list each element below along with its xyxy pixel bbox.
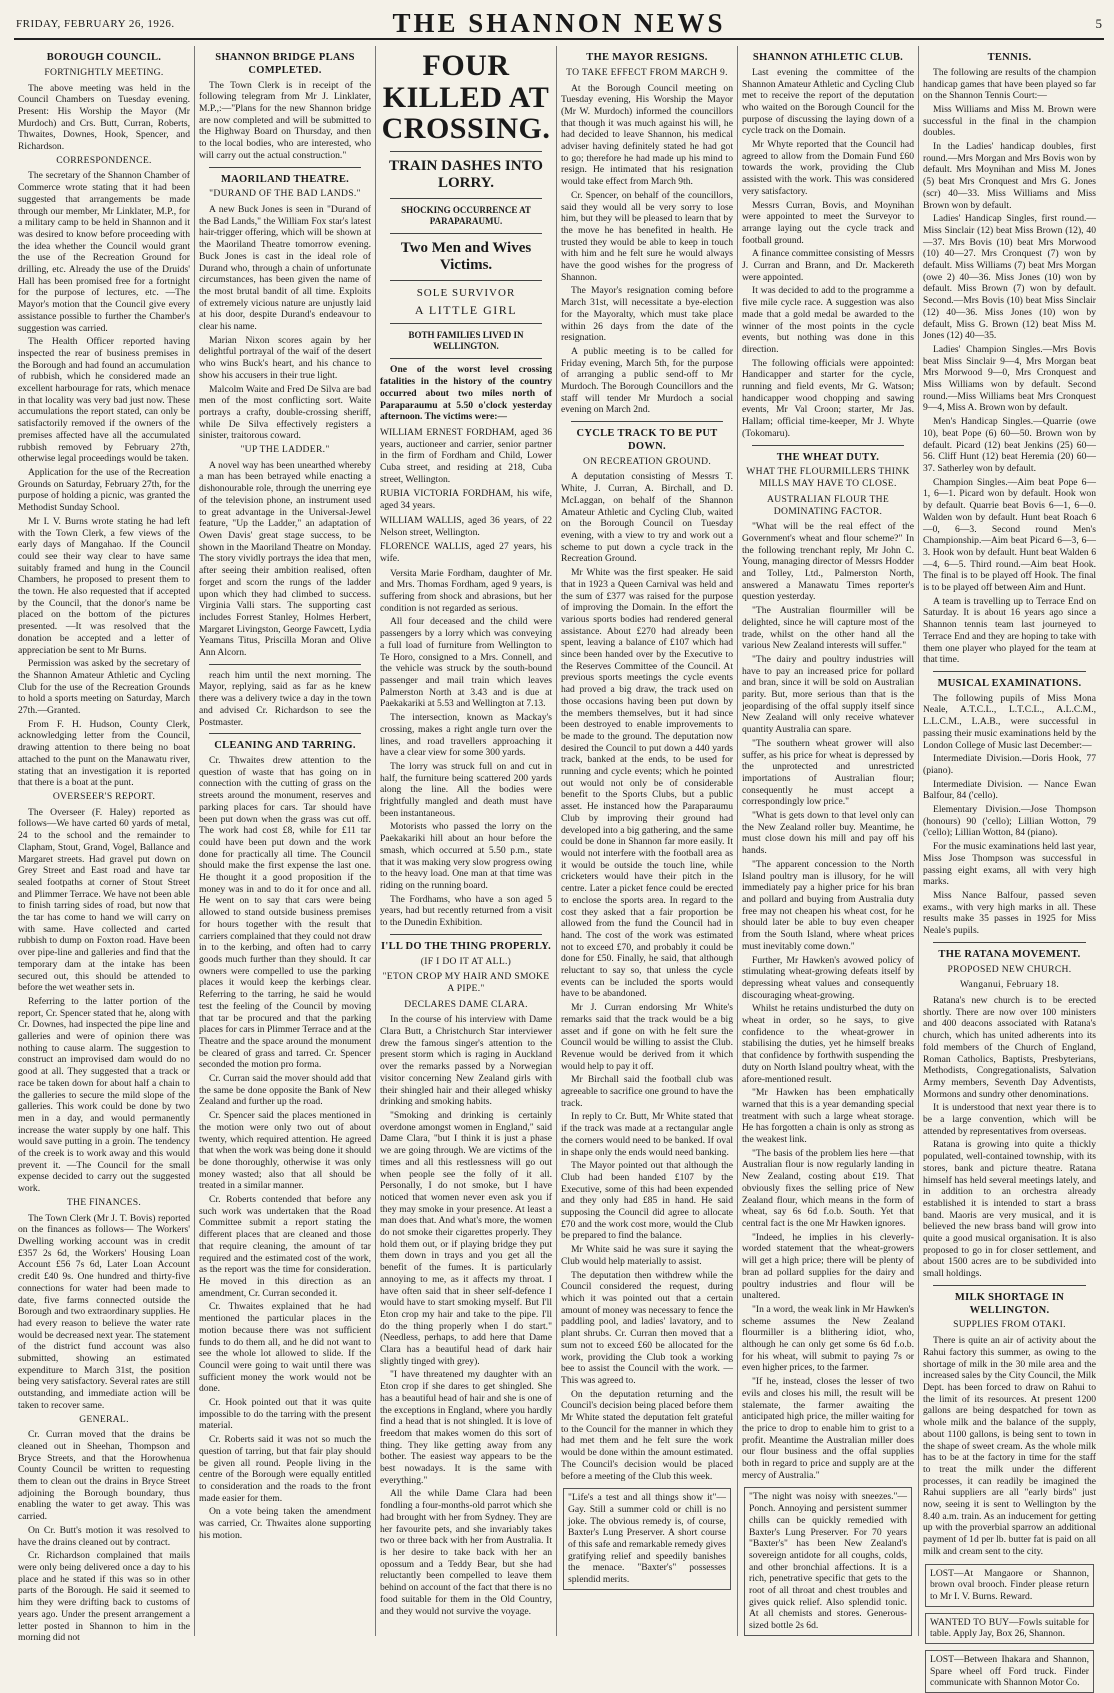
paragraph: Ladies' Champion Singles.—Mrs Bovis beat Miss Sinclair 9—4, Mrs Morgan beat Mrs Morwood 9—0, Mrs Cronquest and Miss Williams won by default. Second round.—Miss Williams beat Mrs Cronquest 9—4, Miss A. Brown won by default. [923,343,1096,414]
paragraph: "If he, instead, closes the lesser of two evils and closes his mill, the result will be stalemate, the farmer awaiting the anticipated high price, the miller waiting for the price to drop to enable him to grist to a profit. Meantime the Australian miller does our flour business and the offal supplies both in regard to price and supply are at the mercy of Australia." [742,1376,914,1481]
paragraph: The Town Clerk is in receipt of the following telegram from Mr J. Linklater, M.P.,:—"Plans for the new Shannon bridge are now completed and will be submitted to the Highway Board on Thursday, and then to the local bodies, who are interested, who will carry out the actual construction." [199,79,371,161]
paragraph: Versita Marie Fordham, daughter of Mr. and Mrs. Thomas Fordham, aged 9 years, is suffering from shock and abrasions, but her condition is not regarded as serious. [380,567,552,614]
article-heading: CLEANING AND TARRING. [214,740,356,752]
paragraph: A deputation consisting of Messrs T. White, J. Curran, A. Birchall, and D. McLaggan, on behalf of the Shannon Amateur Athletic and Cycling Club, waited on the Borough Council on Tuesday evening, with a view to try and work out a scheme to put down a cycle track in the Recreation Ground. [561,471,733,565]
paragraph: Malcolm Waite and Fred De Silva are bad men of the most conflicting sort. Waite portrays a crafty, double-crossing sheriff, while De Silva effectively registers a sinister, traitorous coward. [199,383,371,442]
article-subheading: (IF I DO IT AT ALL.) [420,955,512,967]
paragraph: Cr. Thwaites explained that he had mentioned the particular places in the motion because there was not sufficient funds to do them all, and he did not want to see the whole lot allowed to slide. If the Council were going to wait until there was sufficient money the work would not be done. [199,1301,371,1395]
paragraph: Intermediate Division.—Doris Hook, 77 (piano). [923,753,1096,776]
lead-headline: FOUR KILLED AT CROSSING. [381,49,551,145]
divider [390,280,542,281]
article-subheading: "UP THE LADDER." [240,444,330,456]
paragraph: Permission was asked by the secretary of the Shannon Amateur Athletic and Cycling Club for the use of the Recreation Grounds to hold a sports meeting on Saturday, March 27th.—Granted. [18,658,190,717]
victim-entry: WILLIAM WALLIS, aged 36 years, of 22 Nelson street, Wellington. [380,514,552,538]
paragraph: Ladies' Handicap Singles, first round.—Miss Sinclair (12) beat Miss Brown (12), 40—37. Mrs Bovis (10) beat Mrs Morwood (10) 40—27. Mrs Cronquest (7) won by default. Miss Williams (7) beat Mrs Morgan (owe 2) 40—36. Miss Jones (10) won by default. Miss Brown (7) won by default. Second.—Mrs Bovis (10) beat Miss Sinclair (12) 40—36. Miss Jones (10) won by default, Miss G. Brown (12) beat Miss M. Jones (12) 40—35. [923,213,1096,342]
paragraph: "What is gets down to that level only can the New Zealand roller buy. Meantime, he must close down his mill and pay off his hands. [742,810,914,857]
paragraph: The following pupils of Miss Mona Neale, A.T.C.L., L.T.C.L., A.L.C.M., L.L.C.M., L.A.B., were successful in passing their music examinations held by the London College of Music last December:— [923,692,1096,751]
paragraph: Application for the use of the Recreation Grounds on Saturday, February 27th, for the purpose of holding a picnic, was granted the Methodist Sunday School. [18,467,190,514]
paragraph: Ratana's new church is to be erected shortly. There are now over 100 ministers and 400 deacons associated with Ratana's church, which has united adherents into its fold members of the Church of England, Roman Catholics, Baptists, Presbyterians, Methodists, Congregationalists, Salvation Army members, Seventh Day Adventists, Mormons and sundry other denominations. [923,995,1096,1100]
paragraph: The deputation then withdrew while the Council considered the request, during which it was pointed out that a certain amount of money was necessary to fence the paddling pool, and ladies' lavatory, and to plant shrubs. Cr. Curran then moved that a sum not to exceed £60 be allocated for the work, providing the Club took a working bee to assist the Council with the work. —This was agreed to. [561,1269,733,1386]
paragraph: The lorry was struck full on and cut in half, the furniture being scattered 200 yards along the line. All the bodies were frightfully mangled and death must have been instantaneous. [380,760,552,819]
paragraph: Miss Williams and Miss M. Brown were successful in the final in the champion doubles. [923,103,1096,139]
paragraph: reach him until the next morning. The Mayor, replying, said as far as he knew there was a delivery twice a day in the town and advised Cr. Richardson to see the Postmaster. [199,669,371,728]
paragraph: The intersection, known as Mackay's crossing, makes a right angle turn over the lines, and road travellers approaching it have a clear view for some 300 yards. [380,712,552,759]
paragraph: The Mayor's resignation coming before March 31st, will necessitate a bye-election for the Mayoralty, which must take place within 26 days from the date of the resignation. [561,285,733,344]
section-heading: THE FINANCES. [66,1196,142,1208]
advertisement: "The night was noisy with sneezes."—Ponch. Annoying and persistent summer chills can be quickly remedied with Baxter's Lung Preserver. For 70 years "Baxter's" has been New Zealand's sovereign antidote for all coughs, colds, and other bronchial affections. It is a rich, penetrative specific that gets to the root of all throat and chest troubles and gives quick relief. Also splendid tonic. At all chemists and stores. Generous-sized bottle 2s 6d. [744,1487,912,1635]
classified-ad: WANTED TO BUY—Fowls suitable for table. Apply Jay, Box 26, Shannon. [925,1613,1094,1644]
article-subheading: AUSTRALIAN FLOUR THE DOMINATING FACTOR. [766,493,889,517]
paragraph: Cr. Roberts said it was not so much the question of tarring, but that fair play should be given all round. People living in the centre of the Borough were equally entitled to consideration and the roads to the front made easier for them. [199,1434,371,1504]
advertisement: "Life's a test and all things show it"—Gay. Still a summer cold or chill is no joke. The obvious remedy is, of course, Baxter's Lung Preserver. A short course of this safe and remarkable remedy gives gratifying relief and speedily banishes the menace. "Baxter's" possesses splendid merits. [563,1488,731,1590]
paragraph: In the course of his interview with Dame Clara Butt, a Christchurch Star interviewer drew the famous singer's attention to the present storm which is raging in Auckland over the remarks passed by a Norwegian visitor concerning New Zealand girls with their shingled hair and their alleged whisky drinking and smoking habits. [380,1014,552,1108]
paragraph: Last evening the committee of the Shannon Amateur Athletic and Cycling Club met to receive the report of the deputation who waited on the Borough Council for the purpose of discussing the laying down of a cycle track on the Domain. [742,66,914,137]
paragraph: Mr White said he was sure it saying the Club would help materially to assist. [561,1244,733,1267]
article-heading: SHANNON ATHLETIC CLUB. [752,52,904,63]
divider [209,733,361,734]
divider [933,671,1086,672]
paragraph: "The dairy and poultry industries will have to pay an increased price for pollard and bran, since it will be sold on Australian parity. But, more serious than that is the jeopardising of the offal supply itself since New Zealand will only receive whatever quantity Australia can spare. [742,653,914,736]
article-heading: MILK SHORTAGE IN WELLINGTON. [954,1291,1065,1316]
paragraph: "The basis of the problem lies here —that Australian flour is now regularly landing in New Zealand, costing about £19. That obviously fixes the selling price of New Zealand flour, which means in the form of wheat, say 6s 6d f.o.b. South. Yet that central fact is the one Mr Hawken ignores. [742,1147,914,1229]
divider [390,198,542,199]
article-heading: SHANNON BRIDGE PLANS COMPLETED. [215,52,355,76]
paragraph: Whilst he retains undisturbed the duty on wheat in order, so he says, to give confidence to the wheat-grower in stabilising the duties, yet he himself breaks that confidence by forthwith suspending the duty on North Island poultry wheat, with the afore-mentioned result. [742,1003,914,1085]
dateline: Wanganui, February 18. [959,979,1060,991]
paragraph: It was decided to add to the programme a five mile cycle race. A suggestion was also made that a gold medal be awarded to the winner of the most points in the cycle events, but nothing was done in this direction. [742,285,914,355]
paragraph: Cr. Roberts contended that before any such work was undertaken that the Road Committee submit a report stating the different places that are cleaned and those that require cleaning, the amount of tar required and the estimated cost of the work, as the report was the time for consideration. He moved in this direction as an amendment, Cr. Curran seconded it. [199,1194,371,1299]
paragraph: The Town Clerk (Mr J. T. Bovis) reported on the finances as follows— The Workers' Dwelling working account was in credit £357 2s 6d, the Workers' Housing Loan Account £56 7s 6d, Later Loan Account credit £40 9s. One hundred and thirty-five connections for water had been made to date, five farms connected outside the Borough and two extraordinary supplies. He had every reason to believe the water rate would be decreased next year. The statement of the district fund account was also submitted, showing an estimated expenditure to March 31st, the position being very satisfactory. Several rates are still outstanding, and immediate action will be taken to recover same. [18,1212,190,1411]
article-heading: THE WHEAT DUTY. [776,451,880,463]
paragraph: Cr. Spencer said the places mentioned in the motion were only two out of about twenty, which required attention. He agreed that when the work was being done it should be done thoroughly, otherwise it was only money wasted; also that all should be treated in a similar manner. [199,1110,371,1192]
paragraph: The Fordhams, who have a son aged 5 years, had but recently returned from a visit to the Dunedin Exhibition. [380,893,552,929]
victim-entry: FLORENCE WALLIS, aged 27 years, his wife. [380,541,552,564]
paragraph: On a vote being taken the amendment was carried, Cr. Thwaites alone supporting his motion. [199,1506,371,1541]
article-heading: MAORILAND THEATRE. [220,173,350,185]
issue-date: FRIDAY, FEBRUARY 26, 1926. [16,18,175,30]
paragraph: Intermediate Division. — Nance Ewan Balfour, 84 ('cello). [923,778,1096,802]
paragraph: "The apparent concession to the North Island poultry man is illusory, for he will immediately pay a higher price for his bran and pollard and buying from Australia duty free may not cheapen his wheat cost, for he should later be able to buy even cheaper from the South Island, where wheat prices must inevitably come down." [742,858,914,952]
paragraph: Further, Mr Hawken's avowed policy of stimulating wheat-growing defeats itself by depressing wheat values and consequently discouraging wheat-growing. [742,954,914,1001]
classified-ad: LOST—At Mangaore or Shannon, brown oval brooch. Finder please return to Mr I. V. Burns. Reward. [925,1564,1094,1607]
paragraph: The secretary of the Shannon Chamber of Commerce wrote stating that it had been suggested that arrangements be made through our member, Mr Linklater, M.P., for a military camp to be held in Shannon and it was desired to know before proceeding with the idea whether the Council would grant the use of the Recreation Ground for drilling, etc. Already the use of the Druids' Hall has been promised free for a fortnight for the purpose of lectures, etc. —The Mayor's motion that the Council give every assistance possible to further the Chamber's suggestion was carried. [18,170,190,334]
article-heading: BOROUGH COUNCIL. [46,52,162,63]
article-subheading: WHAT THE FLOURMILLERS THINK MILLS MAY HAVE TO CLOSE. [746,466,910,490]
paragraph: All four deceased and the child were passengers by a lorry which was conveying a full load of furniture from Wellington to Te Horo, consigned to a Mrs. Connell, and the vehicle was struck by the south-bound passenger and mail train which leaves Palmerston North at 3.43 and is due at Paekakariki at 5.53 and Wellington at 7.13. [380,616,552,710]
paragraph: Cr. Curran moved that the drains be cleaned out in Sheehan, Thompson and Bryce Streets, and that the Horowhenua County Council be written to requesting them to clean out the drains in Bryce Street adjoining the Borough boundary, thus enabling the water to get away. This was carried. [18,1429,190,1523]
paragraph: From F. H. Hudson, County Clerk, acknowledging letter from the Council, drawing attention to there being no boat attached to the punt on the Manawatu river, stating that an investigation it is reported that there is a boat at the punt. [18,718,190,789]
lead-deck-victims: Two Men and Wives Victims. [400,239,532,274]
paragraph: Mr Whyte reported that the Council had agreed to allow from the Domain Fund £60 towards the work, providing the Club assisted with the work. This was considered very satisfactory. [742,139,914,197]
paragraph: "Mr Hawken has been emphatically warned that this is a year demanding special treatment with such a large wheat storage. He has forgotten a chain is only as strong as the weakest link. [742,1087,914,1146]
divider [209,664,361,665]
lead-deck-survivor: SOLE SURVIVOR [416,287,516,300]
divider [390,934,542,935]
newspaper-title: THE SHANNON NEWS [392,8,726,38]
victim-entry: WILLIAM ERNEST FORDHAM, aged 36 years, auctioneer and carrier, senior partner in the firm of Fordham and Child, Lower Cuba street, and residing at 218, Cuba street, Wellington. [380,426,552,485]
divider [390,323,542,324]
article-subheading: "DURAND OF THE BAD LANDS." [209,188,361,200]
section-heading: CORRESPONDENCE. [56,154,152,166]
paragraph: The following officials were appointed: Handicapper and starter for the cycle, running and field events, Mr G. Watson; handicapper wood chopping and sawing events, Mr Val Croon; starter, Mr Jas. Hallam; official time-keeper, Mr J. Whyte (Tokomaru). [742,357,914,439]
article-subheading: DECLARES DAME CLARA. [404,998,528,1010]
paragraph: There is quite an air of activity about the Rahui factory this summer, as owing to the shortage of milk in the 30 mile area and the increased sales by the City Council, the Milk Dept. has been forced to draw on Rahui to the limit of its resources. At present 1200 gallons are being despatched for town as whole milk and the balance of the supply, about 1100 gallons, is being sent to town in the shape of sweet cream. As the whole milk has to be at the factory in time for the staff to treat the milk under the different processes, it can readily be imagined the Rahui suppliers are all "early birds" just now, seeing it is sent to Wellington by the 8.40 a.m. train. As an inducement for getting up with the proverbial sparrow an additional payment of 1d per lb. butter fat is paid on all milk and cream sent to the city. [923,1335,1096,1557]
paragraph: Cr. Richardson complained that mails were only being delivered once a day to his place and he stated if this was so in other parts of the Borough. He said it seemed to him they were drifting back to customs of years ago. Under the present arrangement a letter posted in Shannon to him in the morning did not [18,1550,190,1644]
paragraph: Referring to the latter portion of the report, Cr. Spencer stated that he, along with Cr. Downes, had inspected the pipe line and galleries and were of opinion there was nothing to cause alarm. The suggestion to construct an improvised dam would do no good at all. They suggested that a track or race be taken down for about half a chain to the galleries to secure the mild slope of the galleries. This work could be done by two men in a day, and would permanently increase the water supply by one half. This would save putting in a groin. The tendency of the creek is to work away and this would prevent it. —The Council for the small expense decided to carry out the suggested work. [18,995,190,1195]
paragraph: Mr I. V. Burns wrote stating he had left with the Town Clerk, a few views of the early days of Mangahao. If the Council could see their way clear to have same suitably framed and hung in the Council Chambers, he proposed to present them to the town. He also requested that if accepted by the Council, that the donor's name be placed on the bottom of the pictures presented. —It was resolved that the donation be accepted and a letter of appreciation be sent to Mr Burns. [18,515,190,656]
divider [752,445,904,446]
article-heading: TENNIS. [987,52,1032,63]
article-heading: I'LL DO THE THING PROPERLY. [380,940,552,952]
paragraph: A novel way has been unearthed whereby a man has been betrayed while enacting a dishonourable role, through the unerring eye of the television phone, an instrument used to great advantage in the Universal-Jewel feature, "Up the Ladder," an adaptation of Owen Davis' great stage success, to be shown in the Maoriland Theatre on Monday. The story vividly portrays the idea that men, after seeing their ambition realised, often forget and scorn the rungs of the ladder upon which they had climbed to success. Virginia Valli stars. The supporting cast includes Forrest Stanley, Holmes Herbert, Margaret Livingston, George Fawcett, Lydia Yeamans Titus, Priscilla Moran and Olive Ann Alcorn. [199,459,371,659]
article-heading: MUSICAL EXAMINATIONS. [937,677,1082,689]
paragraph: A team is travelling up to Terrace End on Saturday. It is about 16 years ago since a Shannon tennis team last journeyed to Terrace End and they are hoping to take with them one player who played for the team at that time. [923,595,1096,666]
paragraph: Mr J. Curran endorsing Mr White's remarks said that the track would be a big asset and if gone on with he felt sure the Council would be willing to assist the Club. Revenue would be derived from it which would help to pay it off. [561,1002,733,1072]
divider [933,942,1086,943]
paragraph: A public meeting is to be called for Friday evening, March 5th, for the purpose of arranging a public send-off to Mr Murdoch. The Borough Councillors and the staff will tender Mr Murdoch a social evening on March 2nd. [561,345,733,416]
paragraph: On the deputation returning and the Council's decision being placed before them Mr White stated the deputation felt grateful to the Council for the manner in which they had met them and he felt sure the work would be done within the amount estimated. The Council's decision would be placed before a meeting of the Club this week. [561,1388,733,1482]
paragraph: In the Ladies' handicap doubles, first round.—Mrs Morgan and Mrs Bovis won by default. Mrs Moynihan and Miss M. Jones (5) beat Mrs Cronquest and Mrs G. Jones (scr) 40—33. Miss Williams and Miss Brown won by default. [923,141,1096,211]
paragraph: In reply to Cr. Butt, Mr White stated that if the track was made at a rectangular angle the corners would need to be banked. If oval in shape only the ends would need banking. [561,1111,733,1158]
paragraph: Elementary Division.—Jose Thompson (honours) 90 ('cello); Lillian Wotton, 79 ('cello); Lillian Wotton, 84 (piano). [923,804,1096,839]
paragraph: At the Borough Council meeting on Tuesday evening, His Worship the Mayor (Mr W. Murdoch) informed the councillors that though it was much against his will, he had decided to leave Shannon, his medical adviser having definitely stated he had got to go; therefore he had made up his mind to resign. He intimated that his resignation would take effect from March 9th. [561,82,733,188]
paragraph: "Smoking and drinking is certainly overdone amongst women in England," said Dame Clara, "but I think it is just a phase we are going through. We are victims of the times and all this restlessness will go out when people see the folly of it all. Personally, I do not smoke, but I have noticed that women never even ask you if they may smoke in your presence. At least a man does that. And what's more, the women do not smoke their cigarettes properly. They hold them out, or if playing bridge they put them down in trays and you get all the benefit of the fumes. It is particularly annoying to me, as it affects my throat. I have often said that in sheer self-defence I would have to start smoking myself. But I'll Eton crop my hair and take to the pipe. I'll do the thing properly when I do start." (Needless, perhaps, to add here that Dame Clara has a beautiful head of dark hair slightly tinged with grey). [380,1109,552,1367]
column-2 [195,46,376,1636]
paragraph: "The Australian flourmiller will be delighted, since he will capture most of the trade, whilst on the other hand all the various New Zealand interests will suffer." [742,605,914,652]
paragraph: Mr White was the first speaker. He said that in 1923 a Queen Carnival was held and the sum of £377 was raised for the purpose of improving the Domain. In the effort the various sports bodies had rendered general assistance. About £270 had already been spent, leaving a balance of £107 which had since been handed over by the Executive to the Reserves Committee of the Council. At previous sports meetings the cycle events had proved a big draw, the track used on those occasions having been put down by the members themselves, but it had since been destroyed to enable improvements to be made to the ground. The deputation now desired the Council to put down a 440 yards track, banked at the ends, to be used for running and cycle events; which he pointed out would not only be of considerable benefit to the Sports Clubs, but a public asset. He instanced how the Paraparaumu Club by improving their ground had developed into a big gathering, and the same could be done in Shannon far more easily. It would not interfere with the football area as it would be outside the touch line, while cricketers would have their pitch in the centre. Later a picket fence could be erected to enclose the sports area. In regard to the cost they asked that a fair proportion be allowed from the fund the Council had in hand. The cost of the work was estimated not to exceed £70, and probably it could be done for £50. Finally, he said, that although reluctant to say so, that unless the cycle events can be included the sports would have to be abandoned. [561,567,733,1000]
paragraph: "In a word, the weak link in Mr Hawken's scheme assumes the New Zealand flourmiller is a blithering idiot, who, although he can only get some 6s 6d f.o.b. for his wheat, will submit to paying 7s or even higher prices, to the farmer. [742,1303,914,1374]
article-subheading: "ETON CROP MY HAIR AND SMOKE A PIPE." [382,971,550,994]
divider [933,1285,1086,1286]
section-heading: OVERSEER'S REPORT. [52,790,156,802]
lead-deck-families: BOTH FAMILIES LIVED IN WELLINGTON. [408,330,524,352]
paragraph: It is understood that next year there is to be a large convention, which will be attended by representatives from overseas. [923,1102,1096,1137]
paragraph: The Health Officer reported having inspected the rear of business premises in the Borough and had found an accumulation of rubbish, which he considered made an excellent harbourage for rats, which menace in that locality was very bad just now. These accumulations the report stated, can only be satisfactorily removed if the owners of the premises affected have all the accumulated rubbish removed by February 27th, otherwise legal proceedings would be taken. [18,336,190,465]
lead-deck-girl: A LITTLE GIRL [414,302,518,317]
paragraph: Cr. Thwaites drew attention to the question of waste that has going on in connection with the cutting of grass on the streets around the monument, reserves and parking places for cars. Tar should have been put down when the grass was cut off. The work had cost £8, while for £11 tar could have been put down and the work done for practically all time. The Council should make the first expense the last one. He thought it a good proposition if the money was in and to do it for once and all. He went on to say that cars were being allowed to stand outside business premises for hours together with the result that carriers complained that they could not draw in to the kerbing, and often had to carry goods much further than they should. It car owners were compelled to use the parking places it would keep the kerbings clear. Referring to the tarring, he said he would test the feeling of the Council by moving that tar be procured and that the parking places for cars in Plimmer Terrace and at the Theatre and the space around the monument be cleared of grass and tarred. Cr. Spencer seconded the motion pro forma. [199,755,371,1071]
paragraph: Messrs Curran, Bovis, and Moynihan were appointed to meet the Surveyor to arrange laying out the cycle track and football ground. [742,199,914,246]
divider [390,151,542,152]
paragraph: Marian Nixon scores again by her delightful portrayal of the waif of the desert who wins Buck's heart, and his chance to show his accusers in their true light. [199,334,371,381]
paragraph: A finance committee consisting of Messrs J. Curran and Brann, and Dr. Mackereth were appointed. [742,248,914,283]
paragraph: Men's Handicap Singles.—Quarrie (owe 10), beat Pope (6) 60—50. Brown won by default. Picard (12) beat Jenkins (25) 60—56. Cliff Hunt (12) beat Heremia (20) 60—37. Satherley won by default. [923,416,1096,474]
lead-paragraph: One of the worst level crossing fatalities in the history of the country occurred about two miles north of Paraparaumu at 5.50 o'clock yesterday afternoon. The victims were:— [380,364,552,423]
victim-entry: RUBIA VICTORIA FORDHAM, his wife, aged 34 years. [380,488,552,512]
article-subheading: ON RECREATION GROUND. [582,455,712,467]
paragraph: Champion Singles.—Aim beat Pope 6—1, 6—1. Picard won by default. Hook won by default. Quarrie beat Bovis 6—1, 6—0. Walden won by default. Hunt beat Roach 6—0, 6—3. Second round Men's Championship.—Aim beat Picard 6—3, 6—3. Hook won by default. Hunt beat Walden 6—4, 6—5. Third round.—Aim beat Hook. The final is to be played off Hook. The final is to be played off between Aim and Hunt. [923,476,1096,594]
divider [390,358,542,359]
paragraph: The Overseer (F. Haley) reported as follows—We have carted 60 yards of metal, 24 to the school and the remainder to Clapham, Stout, Grand, Vogel, Ballance and Margaret streets. Had gravel put down on Grey Street and East road and have tar sealed footpaths at corner of Stout Street and Plimmer Terrace. We have not been able to finish tarring sides of road, but now that the tar has come to hand we will carry on with same. Have collected and carted rubbish to dump on Foxton road. Have been over pipe-line and galleries and find that the temporary dam at the intake has been secured out, this should be attended to before the wet weather sets in. [18,806,190,994]
divider [209,167,361,168]
paragraph: Ratana is growing into quite a thickly populated, well-contained township, with its stores, bank and picture theatre. Ratana himself has held several meetings lately, and in addition to an orchestra already established it is intended to start a brass band. Maoris are very musical, and it is believed the new brass band will grow into quite a good musical organisation. It is also proposed to go in for closer settlement, and about 1500 acres are to be subdivided into small holdings. [923,1139,1096,1280]
paragraph: "Indeed, he implies in his cleverly-worded statement that the wheat-growers will get a high price; there will be plenty of bran ad pollard supplies for the dairy and poultry industries and flour will be unaltered. [742,1231,914,1302]
paragraph: Cr. Hook pointed out that it was quite impossible to do the tarring with the present material. [199,1397,371,1432]
paragraph: Cr. Curran said the mover should add that the same be done opposite the Bank of New Zealand and further up the road. [199,1073,371,1108]
paragraph: The Mayor pointed out that although the Club had been handed £107 by the Executive, some of this had been expended and they only had £85 in hand. He said supposing the Council did agree to allocate £70 and the work cost more, would the Club be prepared to find the balance. [561,1160,733,1242]
paragraph: The following are results of the champion handicap games that have been played so far on the Shannon Tennis Court:— [923,66,1096,102]
article-heading: CYCLE TRACK TO BE PUT DOWN. [576,428,718,452]
article-subheading: SUPPLIES FROM OTAKI. [953,1319,1066,1331]
masthead [14,8,1104,40]
paragraph: Motorists who passed the lorry on the Paekakariki hill about an hour before the smash, which occurred at 5.50 p.m., state that it was making very slow progress owing to the heavy load. One man at that time was riding on the running board. [380,821,552,891]
article-heading: THE MAYOR RESIGNS. [586,52,708,63]
columns [14,46,1104,1689]
column-1 [14,46,195,1644]
article-subheading: TO TAKE EFFECT FROM MARCH 9. [566,66,728,78]
paragraph: "What will be the real effect of the Government's wheat and flour scheme?" In the following trenchant reply, Mr John C. Young, managing director of Messrs Hodder and Tolley, Ltd., Palmerston North, answered a Manawatu Times reporter's question yesterday. [742,521,914,603]
paragraph: All the while Dame Clara had been fondling a four-months-old parrot which she had brought with her from Sydney. They are her favourite pets, and she invariably takes two or three back with her from Australia. It is her desire to take back with her an opossum and a Teddy Bear, but she had reluctantly been compelled to leave them behind on account of the fact that there is no food suitable for them in the Old Country, and they would not survive the voyage. [380,1488,552,1617]
paragraph: Miss Nance Balfour, passed seven exams., with very high marks in all. These results make 35 passes in 1925 for Miss Neale's pupils. [923,890,1096,937]
paragraph: The above meeting was held in the Council Chambers on Tuesday evening. Present: His Worship the Mayor (Mr Murdoch) and Crs. Butt, Curran, Roberts, Thwaites, Downes, Hook, Spencer, and Richardson. [18,82,190,153]
divider [390,233,542,234]
column-4 [557,46,738,1636]
paragraph: A new Buck Jones is seen in "Durand of the Bad Lands," the William Fox star's latest hair-trigger offering, which will be shown at the Maoriland Theatre tomorrow evening. Buck Jones is cast in the ideal role of Durand who, through a chain of unfortunate circumstances, has been given the name of the most brutal bandit of all time. Exploits of extremely vicious nature are unjustly laid at his door, despite Durand's endeavour to clear his name. [199,204,371,333]
article-subheading: PROPOSED NEW CHURCH. [947,963,1072,975]
paragraph: Mr Birchall said the football club was agreeable to sacrifice one ground to have the track. [561,1074,733,1109]
column-5 [738,46,919,1636]
article-heading: THE RATANA MOVEMENT. [938,948,1081,960]
column-6 [919,46,1100,1689]
paragraph: "The southern wheat grower will also suffer, as his price for wheat is depressed by the unprotected and unrestricted importations of Australian flour; consequently he must accept a correspondingly low price." [742,737,914,808]
lead-deck: SHOCKING OCCURRENCE AT PARAPARAUMU. [401,205,531,226]
section-heading: GENERAL. [79,1413,129,1425]
column-3 [376,46,557,1636]
page-number: 5 [1095,16,1102,31]
lead-subheadline: TRAIN DASHES INTO LORRY. [389,157,543,191]
divider [571,421,723,422]
paragraph: On Cr. Butt's motion it was resolved to have the drains cleaned out by contract. [18,1524,190,1548]
paragraph: Cr. Spencer, on behalf of the councillors, said they would all be very sorry to lose him, but they will be pleased to learn that by the move he has benefited in health. He trusted they would be able to keep in touch with him and he felt sure he would always have the good wishes for the progress of Shannon. [561,189,733,283]
article-subheading: FORTNIGHTLY MEETING. [44,66,164,78]
paragraph: "I have threatened my daughter with an Eton crop if she dares to get shingled. She has a beautiful head of hair and she is one of the exceptions in England, where you hardly find a head that is not shingled. It is love of freedom that makes women do this sort of thing. They like getting away from any bother. The easiest way appears to be the best nowadays. It is the same with everything." [380,1369,552,1486]
classified-ad: LOST—Between Ihakara and Shannon, Spare wheel off Ford truck. Finder communicate with Shannon Motor Co. [925,1650,1094,1693]
paragraph: For the music examinations held last year, Miss Jose Thompson was successful in passing eight exams, all with very high marks. [923,841,1096,888]
